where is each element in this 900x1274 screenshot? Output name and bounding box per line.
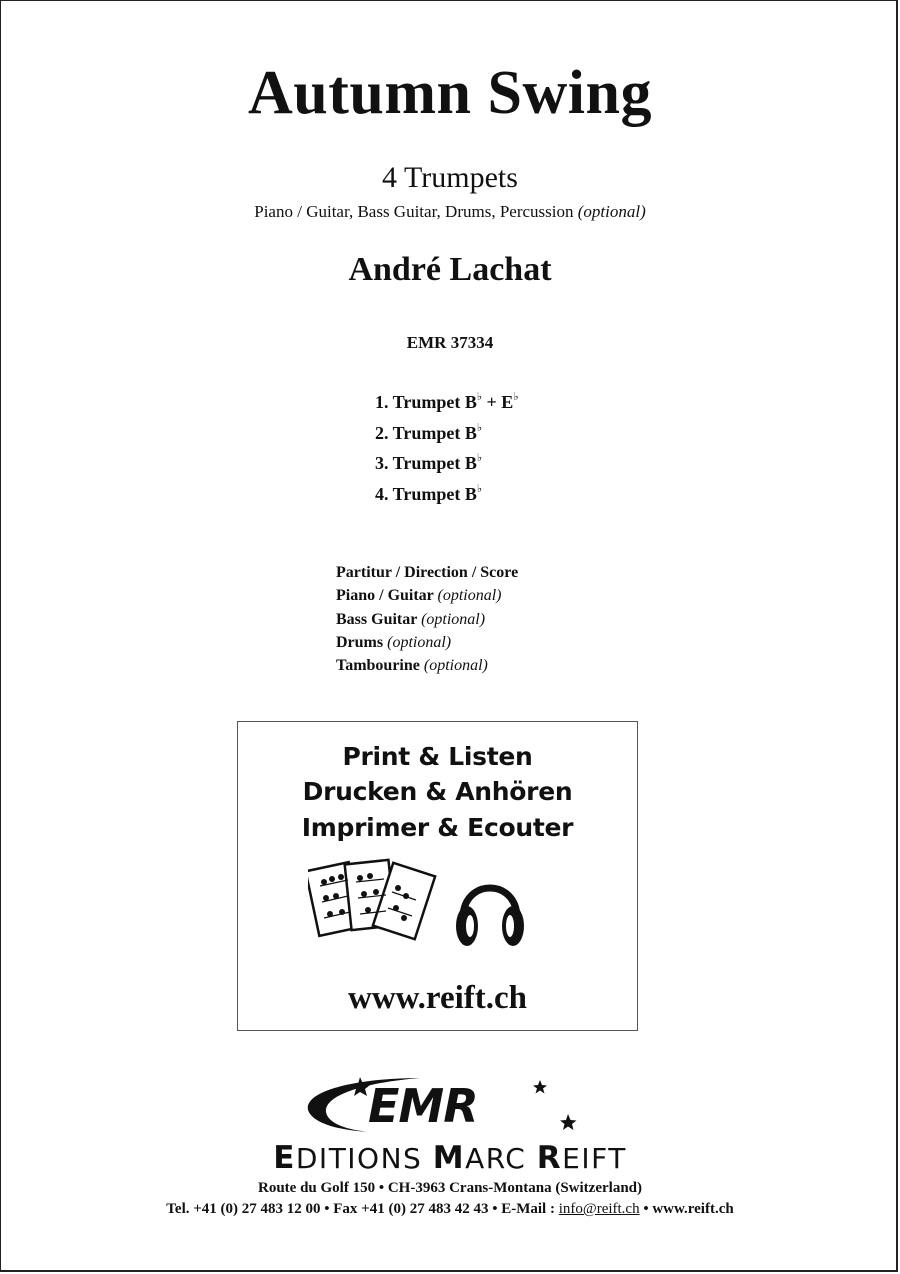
part-label: 1. Trumpet B: [375, 392, 477, 412]
part-item: [375, 386, 519, 417]
publisher-name: [0, 1140, 900, 1176]
promo-line-french: Imprimer & Ecouter: [301, 813, 574, 842]
parts-list: [375, 386, 519, 508]
website-link[interactable]: www.reift.ch: [347, 980, 528, 1016]
publisher-initial: R: [536, 1140, 563, 1176]
publisher-word: ARC: [465, 1142, 537, 1175]
part-label: 2. Trumpet B: [375, 422, 477, 443]
email-link[interactable]: info@reift.ch: [558, 1201, 640, 1217]
headphones-icon: [453, 870, 527, 952]
publisher-initial: M: [432, 1140, 466, 1176]
promo-line-german: Drucken & Anhören: [302, 777, 573, 806]
materials-list: [336, 563, 518, 679]
accompaniment-optional: (optional): [577, 202, 646, 221]
contact-line: [0, 1202, 900, 1217]
flat-sign: ♭: [476, 421, 483, 434]
sheet-music-icon: [308, 852, 438, 944]
publisher-word: EIFT: [562, 1142, 627, 1175]
composer-name: André Lachat: [348, 251, 552, 288]
instrumentation: 4 Trumpets: [382, 161, 518, 194]
material-label: Piano / Guitar: [336, 587, 434, 605]
material-label: Drums: [336, 633, 384, 651]
part-extra: + E: [482, 392, 514, 412]
part-label: 4. Trumpet B: [375, 483, 477, 504]
material-optional: (optional): [437, 587, 502, 605]
publisher-initial: E: [273, 1140, 296, 1176]
material-optional: (optional): [387, 633, 452, 651]
material-label: Tambourine: [336, 657, 420, 675]
material-item: [336, 586, 518, 609]
flat-sign: ♭: [476, 452, 483, 464]
material-item: [336, 656, 518, 679]
material-optional: (optional): [421, 610, 486, 628]
material-item: [336, 633, 518, 656]
logo-text: EMR: [368, 1079, 478, 1133]
contact-phone-fax: Tel. +41 (0) 27 483 12 00 • Fax +41 (0) 27 483 42 43 • E-Mail :: [166, 1201, 559, 1217]
print-listen-box: [237, 721, 638, 1031]
part-item: [375, 447, 519, 478]
promo-line-english: Print & Listen: [342, 742, 533, 771]
part-label: 3. Trumpet B: [375, 453, 477, 473]
publisher-address: Route du Golf 150 • CH-3963 Crans-Montana (Switzerland): [258, 1180, 642, 1196]
material-optional: (optional): [423, 657, 488, 675]
material-label: Partitur / Direction / Score: [336, 564, 519, 581]
material-item: [336, 610, 518, 633]
publisher-word: DITIONS: [295, 1142, 433, 1175]
part-item: [375, 417, 519, 448]
flat-sign: ♭: [476, 391, 483, 403]
score-title: Autumn Swing: [248, 59, 652, 127]
flat-sign: ♭: [513, 391, 519, 403]
part-item: [375, 478, 519, 509]
accompaniment-line: [0, 203, 900, 220]
emr-logo: [300, 1072, 590, 1142]
material-item: [336, 563, 518, 586]
contact-website[interactable]: • www.reift.ch: [639, 1201, 734, 1217]
accompaniment-text: Piano / Guitar, Bass Guitar, Drums, Percussion: [254, 202, 574, 221]
catalog-number: EMR 37334: [406, 333, 494, 352]
flat-sign: ♭: [476, 482, 483, 495]
material-label: Bass Guitar: [336, 610, 418, 628]
